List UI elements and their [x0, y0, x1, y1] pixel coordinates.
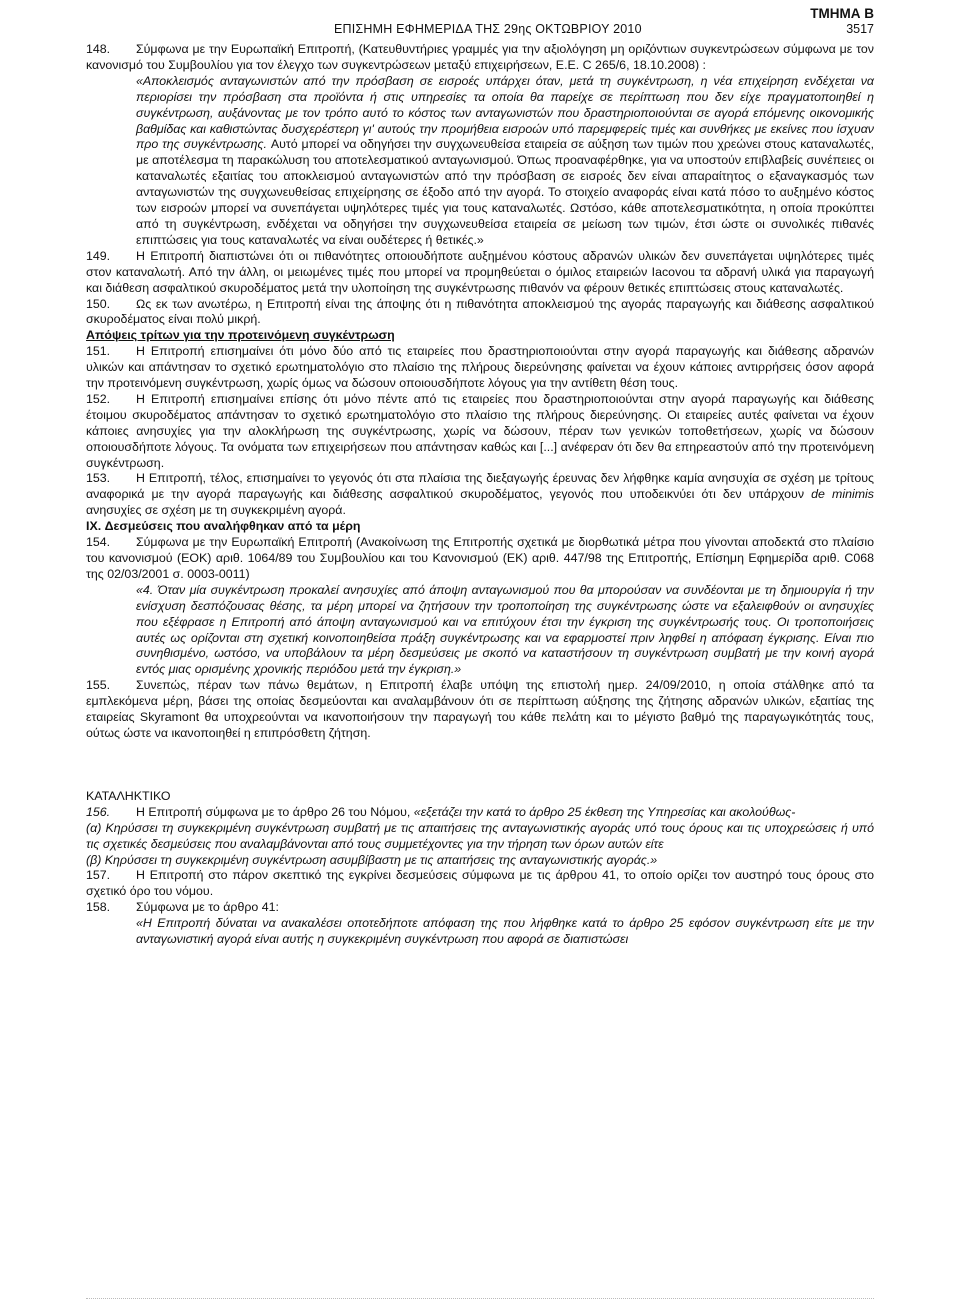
paragraph-text: Σύμφωνα με την Ευρωπαϊκή Επιτροπή (Ανακοίνωση της Επιτροπής σχετικά με διορθωτικά μέτρα που γίνονται αποδεκτά στο πλαίσιο του κανονισμού (ΕΟΚ) αριθ. 1064/89 του Συμβουλίου και του Κανονισμού (ΕΚ) αριθ. 447/98 της Επιτροπής, Επίσημη Εφημερίδα αριθ. C068 της 02/03/2001 σ. 0003-0011): [86, 535, 874, 581]
paragraph-156: [86, 805, 874, 821]
document-body: [86, 42, 874, 948]
paragraph-text-tail: ανησυχίες σε σχέση με τη συγκεκριμένη αγορά.: [86, 503, 346, 518]
paragraph-158: [86, 900, 874, 916]
paragraph-number: 158.: [86, 900, 111, 915]
section-heading-conclusion: ΚΑΤΑΛΗΚΤΙΚΟ: [86, 788, 171, 803]
italic-term: de minimis: [811, 487, 874, 502]
paragraph-149: [86, 249, 874, 297]
paragraph-number: 152.: [86, 391, 111, 406]
paragraph-number: 150.: [86, 296, 111, 311]
quote-text-2: Αυτό μπορεί να οδηγήσει την συγχωνευθείσα εταιρεία σε αύξηση των τιμών που χρεώνει στους καταναλωτές, με αποτέλεσμα τη παρακώλυση του αποτελεσματικού ανταγωνισμού.: [136, 137, 875, 168]
paragraph-number: 151.: [86, 344, 111, 359]
paragraph-text: Συνεπώς, πέραν των πάνω θεμάτων, η Επιτροπή έλαβε υπόψη της επιστολή ημερ. 24/09/2010, η οποία στάλθηκε από τα εμπλεκόμενα μέρη, βάσει της οποίας δεσμεύονται και αναλαμβάνουν ότι σε περίπτωση αύξησης της ζήτησης αδρανών υλικών, εξαιτίας της εταιρείας Skyramont θα υποχρεούνται να ικανοποιήσουν την παραγωγή του κάθε πελάτη και το μέγιστο βαθμό της παραγωγικότητάς τους, ούτως ώστε να ικανοποιηθεί η επιπρόσθετη ζήτηση.: [86, 678, 874, 740]
paragraph-text: Η Επιτροπή στο πάρον σκεπτικό της εγκρίνει δεσμεύσεις σύμφωνα με τις άρθρου 41, το οποίο ορίζει τον αυστηρό τους όρους στο σχετικό όρο του νόμου.: [86, 868, 874, 899]
quote-block-154: «4. Όταν μία συγκέντρωση προκαλεί ανησυχίες από άποψη ανταγωνισμού που θα μπορούσαν να συνδέονται με τη δημιουργία ή την ενίσχυση δεσπόζουσας θέσης, τα μέρη μπορεί να ζητήσουν την τροποποίηση της συγκέντρωσης ώστε να εξαλειφθούν οι ανησυχίες που εξέφρασε η Επιτροπή από άποψη ανταγωνισμού και να επιτύχουν έτσι την έγκριση της συγκέντρωσής τους. Οι τροποποιήσεις αυτές ως ορίζονται στη σχετική κοινοποιηθείσα πράξη συγκέντρωσης και να εφαρμοστεί πριν ληφθεί η απόφαση έγκρισης. Είναι πιο συνηθισμένο, ωστόσο, να υποβάλουν τα μέρη δεσμεύσεις με σκοπό να καταστήσουν τη συγκέντρωση συμβατή με την κοινή αγορά εντός μιας ορισμένης χρονικής περιόδου μετά την έγκριση.»: [136, 582, 874, 677]
paragraph-number: 153.: [86, 471, 111, 486]
paragraph-text: Σύμφωνα με το άρθρο 41:: [136, 900, 279, 915]
paragraph-150: [86, 297, 874, 329]
paragraph-157: [86, 868, 874, 900]
paragraph-text: Η Επιτροπή επισημαίνει επίσης ότι μόνο πέντε από τις εταιρείες που δραστηριοποιούνται στην αγορά παραγωγής και διάθεσης έτοιμου σκυροδέματος απάντησαν το σχετικό ερωτηματολόγιο στο πλαίσιο της πλήρους διερεύνησης. Οι εταιρείες αυτές φαίνεται να έχουν κάποιες ανησυχίες για την αλοκλήρωση της συγκέντρωσης, χωρίς να δώσουν, πέραν των γενικών τοποθετήσεων, χωρίς να δώσουν οποιουσδήποτε λόγους. Τα ονόματα των επιχειρήσεων που απάντησαν καθώς και [...] ανέφεραν ότι δεν θα επηρεαστούν από την προτεινόμενη συγκέντρωση.: [86, 391, 874, 470]
clause-b: (β) Κηρύσσει τη συγκεκριμένη συγκέντρωση ασυμβίβαστη με τις απαιτήσεις της ανταγωνιστικής αγοράς.»: [86, 852, 658, 867]
paragraph-155: [86, 678, 874, 742]
page-number: 3517: [846, 22, 874, 36]
paragraph-text: Η Επιτροπή επισημαίνει ότι μόνο δύο από τις εταιρείες που δραστηριοποιούνται στην αγορά παραγωγής και διάθεσης αδρανών υλικών και απάντησαν το σχετικό ερωτηματολόγιο στο πλαίσιο της πλήρους διερεύνησης φαίνεται να έχουν κάποιες αντιρρήσεις όσον αφορά την προτεινόμενη συγκέντρωση, χωρίς όμως να δώσουν οποιουσδήποτε λόγους για την αντίθετη θέση τους.: [86, 344, 874, 391]
spacer: [86, 742, 874, 789]
paragraph-148: [86, 42, 874, 74]
section-heading-commitments: IX. Δεσμεύσεις που αναλήφθηκαν από τα μέρη: [86, 519, 361, 534]
quote-text-3: Όπως προαναφέρθηκε, για να υποστούν επιβλαβείς συνέπειες οι καταναλωτές εξαιτίας του αποκλεισμού ανταγωνιστών από την πρόσβαση σε εισροές δεν είναι απαραίτητος ο εξαναγκασμός των ανταγωνιστών της συγχωνευθείσας επιχείρησης σε έξοδο από την αγορά. Το στοιχείο αναφοράς είναι κατά πόσο το αυξημένο κόστος των εισροών μπορεί να συνεπάγεται υψηλότερες τιμές για τους καταναλωτές. Ωστόσο, κάθε αποτελεσματικότητα, η οποία προκύπτει από τη συγκέντρωση, ενδέχεται να οδηγήσει την συγχωνευθείσα εταιρεία σε μείωση των τιμών, έτσι ώστε οι συνολικές πιθανές επιπτώσεις για τους καταναλωτές να είναι ουδέτερες ή θετικές.»: [136, 153, 875, 247]
page-header: [86, 6, 874, 38]
section-label: ΤΜΗΜΑ Β: [810, 6, 874, 21]
paragraph-151: [86, 344, 874, 392]
gazette-title: ΕΠΙΣΗΜΗ ΕΦΗΜΕΡΙΔΑ ΤΗΣ 29ης ΟΚΤΩΒΡΙΟΥ 2010: [334, 22, 642, 36]
quote-block-158: «Η Επιτροπή δύναται να ανακαλέσει οποτεδήποτε απόφαση της που λήφθηκε κατά το άρθρο 25 εφόσον συγκέντρωση είτε με την ανταγωνιστική αγορά είναι αυτής η συγκεκριμένη συγκέντρωση που αφορά σε διαπιστώσει: [136, 916, 874, 947]
quote-text: «Αποκλεισμός ανταγωνιστών από την πρόσβαση σε εισροές υπάρχει όταν, μετά τη συγκέντρωση, η νέα επιχείρηση ενδέχεται να περιορίσει την πρόσβαση στα προϊόντα ή στις υπηρεσίες τα οποία θα παρείχε σε περίπτωση που δεν είχε πραγματοποιηθεί η συγκέντρωση, αυξάνοντας με τον τρόπο αυτό το κόστος των ανταγωνιστών που δραστηριοποιούνται σε αγορά επόμενης οικονομικής βαθμίδας και καθιστώντας δυσχερέστερη γι' αυτούς την προμήθεια εισροών υπό παρεμφερείς τιμές και συνθήκες με εκείνες που ίσχυαν προ της συγκέντρωσης.: [136, 73, 874, 152]
paragraph-154: [86, 535, 874, 583]
paragraph-number: 156.: [86, 804, 111, 819]
paragraph-number: 155.: [86, 678, 111, 693]
paragraph-text: Η Επιτροπή διαπιστώνει ότι οι πιθανότητες οποιουδήποτε αυξημένου κόστους αδρανών υλικών δεν συνεπάγεται υψηλότερες τιμές στον καταναλωτή. Από την άλλη, οι μειωμένες τιμές που μπορεί να προμηθεύεται ο όμιλος εταιρειών Iacovou τα αδρανή υλικά για παραγωγή και διάθεση ασφαλτικού σκυροδέματος μετά την υλοποίηση της συγκέντρωσης πιθανόν να φέρουν θετικές επιπτώσεις στους καταναλωτές.: [86, 248, 874, 295]
paragraph-number: 148.: [86, 42, 111, 56]
paragraph-text: Σύμφωνα με την Ευρωπαϊκή Επιτροπή, (Κατευθυντήριες γραμμές για την αξιολόγηση μη οριζόντιων συγκεντρώσεων σύμφωνα με τον κανονισμό του Συμβουλίου για τον έλεγχο των συγκεντρώσεων μεταξύ επιχειρήσεων, Ε.Ε. C 265/6, 18.10.2008) :: [86, 42, 874, 72]
paragraph-number: 157.: [86, 868, 111, 883]
paragraph-153: [86, 471, 874, 519]
paragraph-text: Η Επιτροπή σύμφωνα με το άρθρο 26 του Νόμου,: [136, 804, 414, 819]
paragraph-152: [86, 392, 874, 472]
section-heading-third-party: Απόψεις τρίτων για την προτεινόμενη συγκέντρωση: [86, 328, 395, 343]
italic-text: «εξετάζει την κατά το άρθρο 25 έκθεση της Υπηρεσίας και ακολούθως-: [413, 804, 796, 819]
paragraph-text: Η Επιτροπή, τέλος, επισημαίνει το γεγονός ότι στα πλαίσια της διεξαγωγής έρευνας δεν λήφθηκε καμία ανησυχία σε σχέση με τρίτους αναφορικά με την αγορά παραγωγής και διάθεσης ασφαλτικού σκυροδέματος, γεγονός που υποδεικνύει ότι δεν υπάρχουν: [86, 471, 874, 502]
paragraph-text: Ως εκ των ανωτέρω, η Επιτροπή είναι της άποψης ότι η πιθανότητα αποκλεισμού της αγοράς παραγωγής και διάθεσης ασφαλτικού σκυροδέματος είναι πολύ μικρή.: [86, 296, 874, 327]
quote-block-148: [86, 74, 874, 249]
paragraph-number: 154.: [86, 535, 111, 550]
paragraph-number: 149.: [86, 248, 111, 263]
clause-a: (α) Κηρύσσει τη συγκεκριμένη συγκέντρωση συμβατή με τις απαιτήσεις της ανταγωνιστικής αγοράς υπό τους όρους και τις υποχρεώσεις ή υπό τις σχετικές δεσμεύσεις που αναλαμβάνονται από τους συμμετέχοντες για την τήρηση των όρων αυτών είτε: [86, 820, 874, 851]
bottom-dotted-rule: [86, 1298, 874, 1299]
